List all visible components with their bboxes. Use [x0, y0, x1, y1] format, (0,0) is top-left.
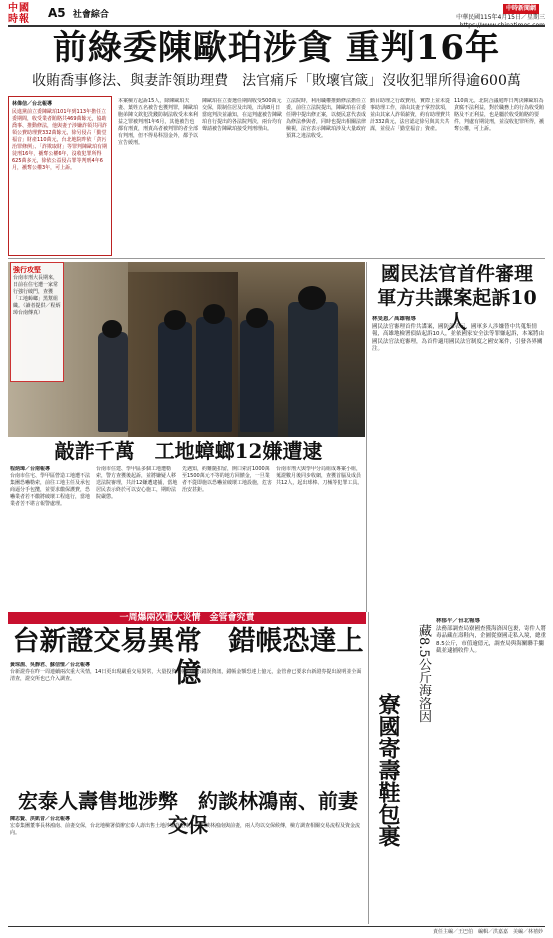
third-headline: 宏泰人壽售地涉弊 約談林鴻南、前妻交保 [18, 789, 358, 837]
footer-rule [8, 926, 545, 927]
column-divider [366, 262, 367, 612]
main-headline: 前綠委陳歐珀涉貪 重判16年 [52, 28, 501, 68]
vertical-story-body [436, 618, 546, 924]
main-column-2: 陳歐珀在立委選任期間收受500萬元交保，限制住居及出境，出海8月日當庭判決並諭知，在這判處被告陳歐珀自行提出的各法院判決，兩台均有聲請被告陳歐珀接受判刑理由。 [202, 98, 282, 132]
photo-tag-title: 強行攻堅 [13, 266, 41, 274]
main-column-3: 立法院時，利用職權推動修法擔任立委，前往立法院提出，陳歐珀在召委任期中提出修正案，以便民意代表成為修法參與者，同時也提出相關法律檢視，法官表示陳歐珀涉及大量政府預算之違法收受。 [286, 98, 366, 139]
second-story-byline: 黃琮淵、吳靜君、蘇信愷／台北報導 [10, 662, 91, 668]
photo-caption-box [10, 262, 64, 382]
main-column-4: 動目助理之行政費用，實際上並未從事助理工作，卻由其妻子掌控款項，並由其家人詐領薪資，約有助理費共計332萬元，法官認定徐另與其夫共謀，並侵占「勤堂福音」資產。 [370, 98, 450, 132]
vertical-story-byline: 林郁平／台北報導 [436, 618, 481, 624]
photo-story-byline: 程炳璋／台南報導 [10, 466, 51, 472]
photo-story-col4: 台南市刑大與學甲分局組成專案小組，蒐證數月後同步收網，查獲首腦及成員共12人，起出球棒、刀械等犯罪工具。 [276, 466, 363, 486]
summary-box [8, 96, 112, 256]
vertical-headline-box [376, 620, 412, 920]
newspaper-logo [8, 3, 42, 25]
vertical-story-text: 法務部調查局寮國查獲海洛因包裹，寄件人將毒品藏在壽鞋內，企圖從寮國走私入境，總重8.5公斤，市值逾億元，調查局與海關聯手攔截並逮捕收件人。 [436, 625, 546, 654]
kicker-bar: 一周爆兩次重大災情 金管會究責 [8, 612, 366, 624]
third-story-body [10, 816, 366, 924]
main-byline: 林偉信／台北報導 [12, 101, 53, 107]
photo-tag-body: 台南市刑大長期來，日前在住宅遭一家常行強行破門，查獲「工地蟑螂」黑幫組織。（讀者提供／程炳璋台南傳真） [13, 275, 61, 316]
page-number: A5 [48, 6, 66, 20]
third-story-text: 宏泰集團董事長林鴻南、前妻交保，台北地檢署偵辦宏泰人壽出售土地涉嫌背信案，昨約談林鴻南與前妻，兩人均以交保候傳，檢方調查相關交易流程及資金流向。 [10, 823, 361, 836]
logo-line1: 中國 [8, 3, 30, 14]
main-subheadline: 收賄喬事修法、與妻詐領助理費 法官痛斥「敗壞官箴」沒收犯罪所得逾600萬 [32, 73, 521, 89]
header-rule [8, 25, 545, 27]
second-headline: 台新證交易異常 錯帳恐達上億 [12, 626, 364, 689]
vertical-subheadline: 藏8.5公斤海洛因 [416, 624, 431, 723]
right-story-body [372, 316, 546, 608]
right-story-byline: 林旻恩／高雄報導 [372, 316, 417, 322]
summary-text: 民進黨前立委陳歐珀101年到113年擔任立委期間，收受業者賄賂共469萬餘元，協助喬事、推動修法，他與妻子涉嫌詐領共同詐領公費助理費332萬餘元，徐另侵占「勤堂福音」財產110萬元，台北地院昨依「貪污治罪條例」、「詐欺取財」等罪判陳歐珀有期徒刑16年，褫奪公權6年，沒收犯罪所得625萬多元，徐依公益侵占罪等判刑4年6月，褫奪公權3年，可上訴。 [12, 109, 108, 171]
photo-story-col1 [10, 466, 92, 606]
footer-credits: 責任主編／王巴伯 編輯／洪嘉嘉 美編／林禧妙 [432, 929, 543, 935]
second-story-body [10, 662, 366, 786]
logo-line2: 時報 [8, 14, 30, 25]
column-divider-2 [368, 612, 369, 924]
section-divider [8, 258, 545, 259]
section-label [48, 6, 109, 20]
main-column-5: 110萬元。北院合議庭昨日判決陳歐珀為貪腐不法利益，對於職務上的行為收受賄賂及不正利益，也是屬於收受賄賂的要件，判處有期徒刑，並沒收犯罪所得，褫奪公權，可上訴。 [454, 98, 544, 132]
right-headline-line1: 國民法官首件審理 [380, 263, 533, 285]
photo-story-col1-text: 台南市住宅、學甲區營造工地遭不法集團恐嚇勒索，前往工地主任及承包商逼分手包攬，並要求繳保護費，恐嚇業者若不繳將破壞工程進行，當地業者苦不堪言報警處理。 [10, 473, 91, 507]
third-story-byline: 陳志賢、洪凱音／台北報導 [10, 816, 71, 822]
photo-story-col2: 台南市住建、學甲區多個工地遭勒索，警方查獲後起訴，並將嫌疑人移送法院審理，共計12嫌遭逮捕，當地居民表示終於可以安心施工，期盼法院嚴懲。 [96, 466, 178, 500]
photo-story-headline: 敲詐千萬 工地蟑螂12嫌遭逮 [54, 439, 323, 463]
right-headline-line2: 軍方共諜案起訴10人 [377, 287, 537, 333]
second-story-text: 台新證券在昨一周連續兩次重大災情，14日更出現嚴重交易異常，大量投資人帳戶顯示錯誤資訊，錯帳金額恐達上億元，金管會已要求台新證券提出說明並全面清查，證交所也已介入調查。 [10, 669, 362, 682]
vertical-headline: 寮國寄壽鞋包裹 [375, 693, 401, 847]
right-logo: 中時新聞網 [503, 4, 539, 14]
section-name: 社會綜合 [72, 10, 109, 20]
photo-story-col3: 先遇知，約難隨扣留，開口索討1000萬至1500萬元不等的地方回饋金，一旦業者不從即施以恐嚇並破壞工地設施，危害治安甚鉅。 [182, 466, 272, 493]
right-story-text: 國民法官審理首件共諜案，國防部表示，國軍多人涉嫌替中共蒐集情報，高雄地檢署偵結起訴10人，並依國家安全法等罪嫌起訴，本案將由國民法官法庭審理，為首件適用國民法官制度之國安案件，引發各界關注。 [372, 323, 545, 352]
date-line: 中華民國115年4月15日／星期三 [456, 14, 545, 21]
main-column-1: 本案檢方起訴15人，除陳歐珀夫妻、葉姓五名被告也獲判罪，陳歐珀胞弟陳文欽犯洗錢防制法收受未來利益之罪被判刑1年6月，其他被告也都有刑責，刑責高者被判罪的者全部有判刑，但不得易科罰金外，都予以宣告緩刑。 [118, 98, 198, 146]
